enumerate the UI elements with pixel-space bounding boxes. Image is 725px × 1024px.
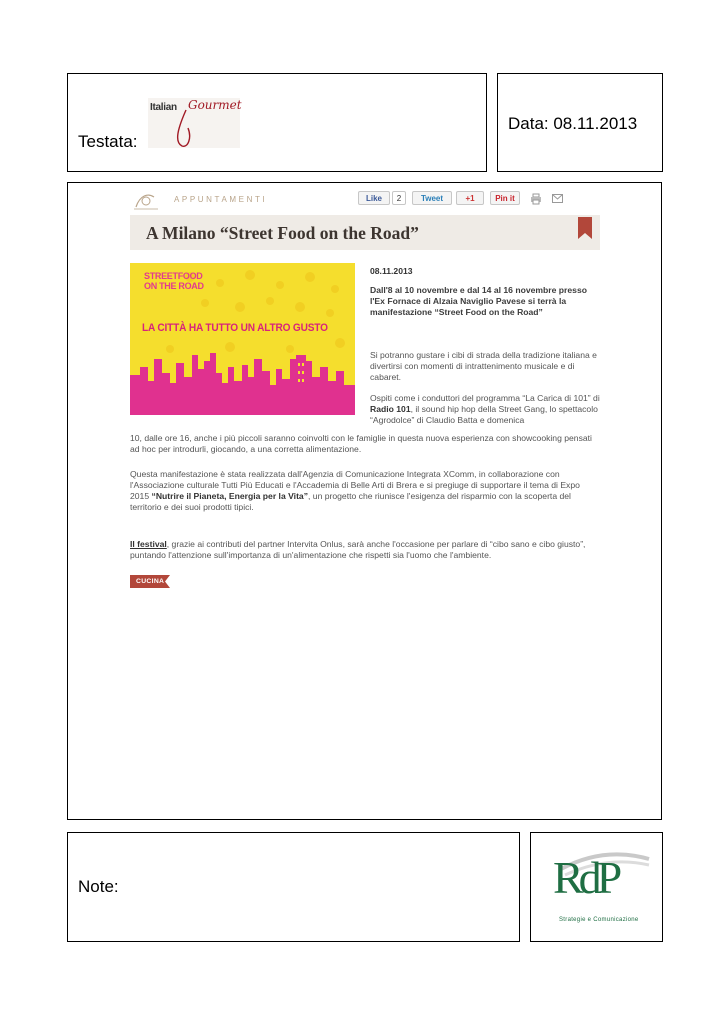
logo-swash-icon [148, 98, 240, 148]
hero-slogan: LA CITTÀ HA TUTTO UN ALTRO GUSTO [142, 322, 328, 334]
category-tag-label: CUCINA [136, 578, 165, 585]
facebook-like-button[interactable]: Like [358, 191, 390, 205]
content-box [67, 182, 662, 820]
date-label: Data: 08.11.2013 [508, 114, 638, 133]
article-paragraph-4 [130, 539, 600, 561]
date-box [497, 73, 663, 172]
article-paragraph-3 [130, 469, 600, 513]
article-intro: Dall'8 al 10 novembre e dal 14 al 16 novembre presso l'Ex Fornace di Alzaia Naviglio Pavese si terrà la manifestazione “Street Food on the Road” [370, 285, 587, 317]
section-label: APPUNTAMENTI [174, 195, 268, 204]
bookmark-icon[interactable] [578, 217, 592, 239]
notes-box [67, 832, 520, 942]
p3-text-a: Questa manifestazione è stata realizzata dall'Agenzia di Comunicazione Integrata XComm, in collaborazione con l'Associazione culturale Tutti Più Educati e l'Accademia di Belle Arti di Brera e si pregiuge di supportare il tema di Expo 2015 [130, 469, 580, 501]
article-paragraph-2 [370, 393, 600, 426]
rdp-logo [551, 849, 651, 931]
hero-image [130, 263, 355, 415]
article-paragraph-1: Si potranno gustare i cibi di strada della tradizione italiana e divertirsi con momenti di intrattenimento musicale e di cabaret. [370, 350, 597, 382]
article-title: A Milano “Street Food on the Road” [146, 223, 419, 243]
festival-link[interactable]: Il festival [130, 539, 167, 549]
p2-text-c: , il sound hip hop della Street Gang, lo spettacolo “Agrodolce” di Claudio Batta e domenica [370, 403, 598, 425]
logo-text-italian: Italian [150, 102, 177, 113]
note-label: Note: [78, 877, 119, 896]
p4-text-b: , grazie ai contributi del partner Intervita Onlus, sarà anche l'occasione per parlare di “cibo sano e cibo giusto”, puntando l'attenzione sull'importanza di un'alimentazione che rispetti sia l'uomo che l'ambiente. [130, 539, 586, 560]
agency-logo-box [530, 832, 663, 942]
p3-text-c: , un progetto che riunisce l'esigenza del risparmio con la scoperta del territorio e dei suoi prodotti tipici. [130, 490, 571, 512]
article-date: 08.11.2013 [370, 266, 413, 276]
logo-text-gourmet: Gourmet [188, 98, 242, 112]
header-box [67, 73, 487, 172]
testata-label: Testata: [78, 132, 138, 151]
p2-radio-name: Radio 101 [370, 403, 411, 414]
google-plus-button[interactable]: +1 [456, 191, 484, 205]
print-icon[interactable] [530, 193, 542, 205]
hero-brand-line-2: ON THE ROAD [144, 281, 204, 291]
article-title-bar [130, 215, 600, 250]
category-tag[interactable] [130, 575, 170, 588]
rdp-logo-text: RdP [553, 852, 618, 903]
rdp-logo-subtitle: Strategie e Comunicazione [559, 917, 639, 923]
p3-expo-theme: “Nutrire il Pianeta, Energia per la Vita” [151, 490, 309, 501]
article-clipping [130, 185, 600, 590]
italian-gourmet-logo [148, 98, 240, 148]
site-mark-icon [132, 189, 160, 211]
article-topbar [130, 185, 600, 213]
facebook-like-count: 2 [392, 191, 406, 205]
mail-icon[interactable] [552, 194, 563, 203]
article-paragraph-2-continued: 10, dalle ore 16, anche i più piccoli saranno coinvolti con le famiglie in questa nuova esperienza con showcooking pensati ad hoc per introdurli, giocando, a una corretta alimentazione. [130, 433, 592, 454]
p2-text-a: Ospiti come i conduttori del programma “La Carica di 101” di [370, 393, 600, 403]
hero-brand-line-1: STREETFOOD [144, 271, 203, 281]
tweet-button[interactable]: Tweet [412, 191, 452, 205]
pinterest-button[interactable]: Pin it [490, 191, 520, 205]
